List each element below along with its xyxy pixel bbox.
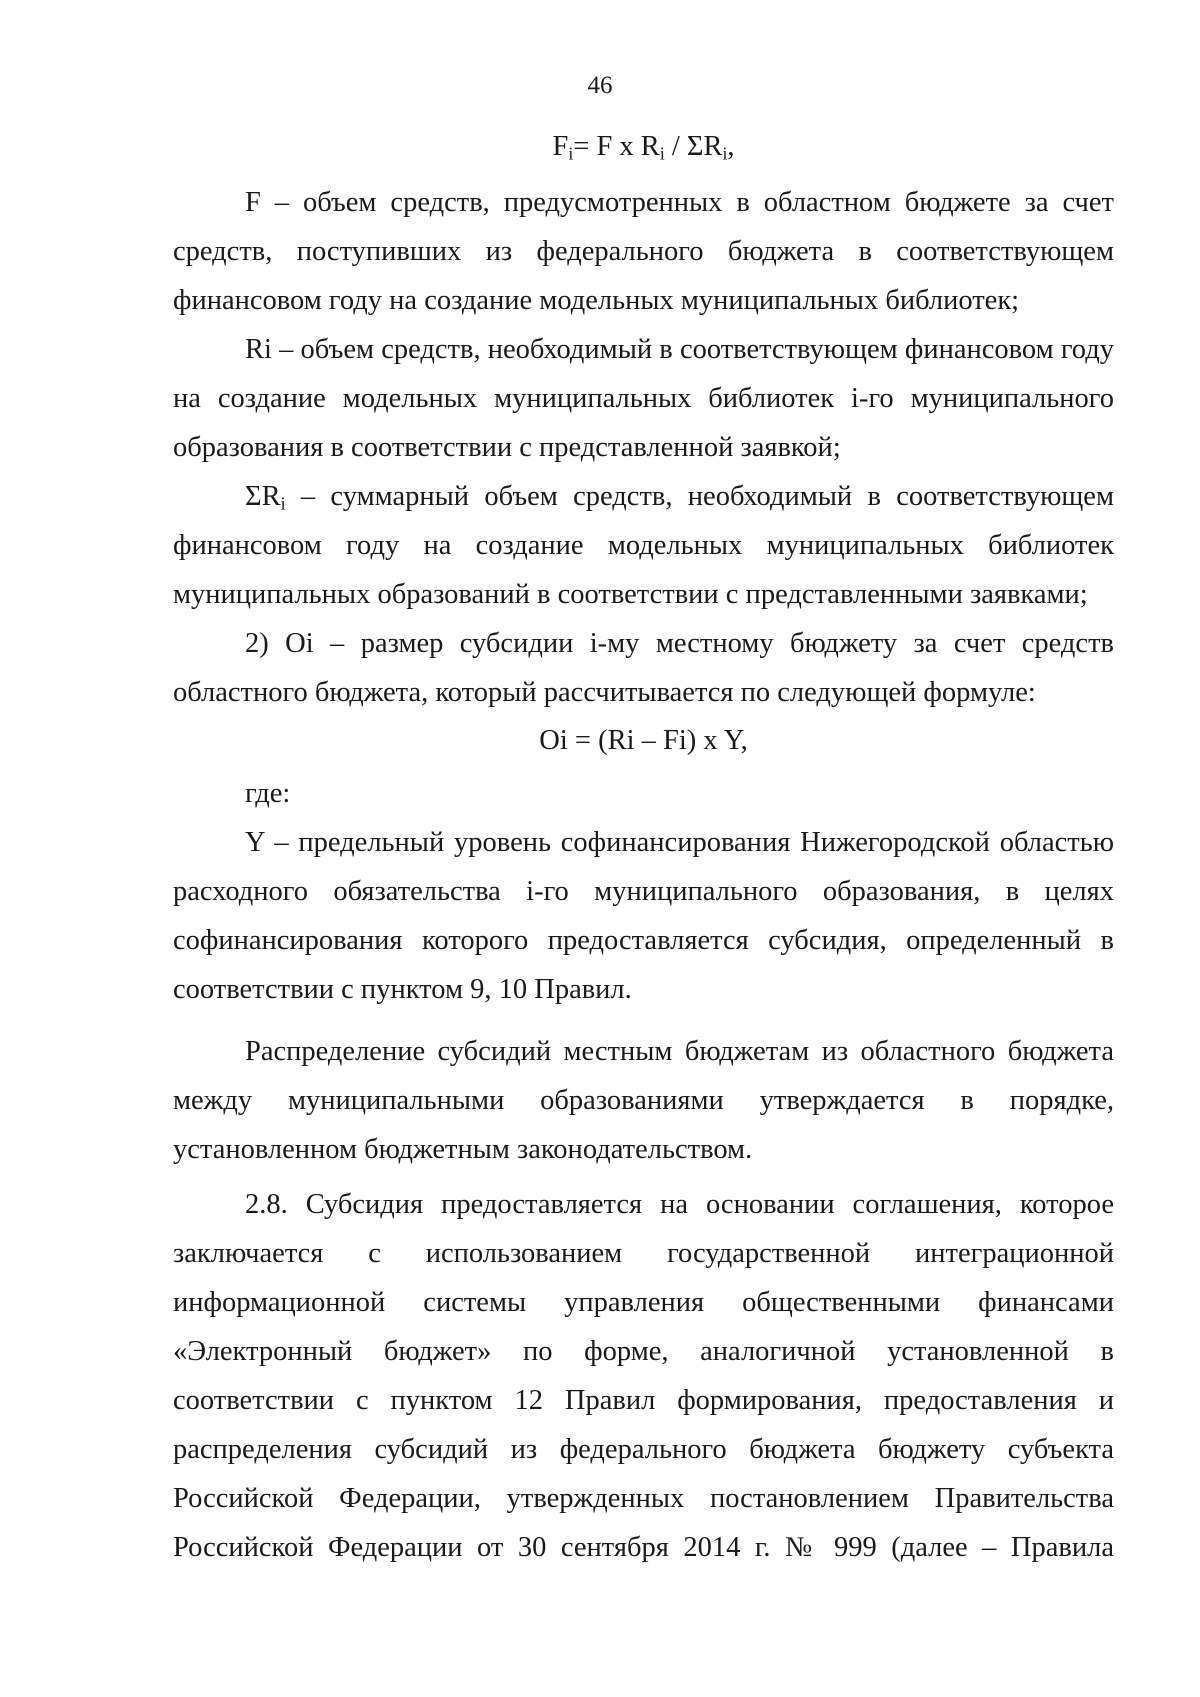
definition-y: Y – предельный уровень софинансирования Нижегородской областью расходного обязательства i-го муниципального образования, в целях софинансирования которого предоставляется субсидия, определенный в соответствии с пунктом 9, 10 Правил. bbox=[173, 827, 1114, 1005]
formula-fi-part: , bbox=[727, 131, 735, 162]
formula-fi-part: = F x R bbox=[573, 131, 660, 162]
formula-fi-sub: i bbox=[722, 143, 728, 164]
formula-fi-sub: i bbox=[568, 143, 574, 164]
distribution-paragraph: Распределение субсидий местным бюджетам из областного бюджета между муниципальными образованиями утверждается в порядке, установленном бюджетным законодательством. bbox=[173, 1036, 1114, 1165]
formula-fi-sub: i bbox=[659, 143, 665, 164]
where-label: где: bbox=[245, 778, 291, 809]
formula-fi bbox=[173, 120, 1114, 178]
definition-sum-ri bbox=[173, 472, 1114, 619]
definition-ri: Ri – объем средств, необходимый в соответствующем финансовом году на создание модельных муниципальных библиотек i-го муниципального образования в соответствии с представленной заявкой; bbox=[173, 334, 1114, 463]
paragraph-gap bbox=[173, 1014, 1114, 1027]
item-2-paragraph: 2) Oi – размер субсидии i-му местному бюджету за счет средств областного бюджета, который рассчитывается по следующей формуле: bbox=[173, 628, 1114, 708]
formula-fi-part: / ΣR bbox=[664, 131, 723, 162]
page-content bbox=[173, 120, 1114, 1572]
sum-ri-subscript: i bbox=[280, 493, 286, 514]
formula-fi-part: F bbox=[552, 131, 569, 162]
sum-ri-text: – суммарный объем средств, необходимый в соответствующем финансовом году на создание модельных муниципальных библиотек муниципальных образований в соответствии с представленными заявками; bbox=[173, 481, 1114, 610]
formula-oi: Oi = (Ri – Fi) x Y, bbox=[539, 725, 748, 756]
section-2-8-paragraph: 2.8. Субсидия предоставляется на основании соглашения, которое заключается с использованием государственной интеграционной информационной системы управления общественными финансами «Электронный бюджет» по форме, аналогичной установленной в соответствии с пунктом 12 Правил формирования, предоставления и распределения субсидий из федерального бюджета бюджету субъекта Российской Федерации, утвержденных постановлением Правительства Российской Федерации от 30 сентября 2014 г. № 999 (далее – Правила bbox=[173, 1189, 1114, 1563]
page-number: 46 bbox=[587, 72, 613, 99]
sum-ri-symbol: ΣR bbox=[245, 481, 281, 512]
definition-f: F – объем средств, предусмотренных в областном бюджете за счет средств, поступивших из федерального бюджета в соответствующем финансовом году на создание модельных муниципальных библиотек; bbox=[173, 187, 1114, 316]
